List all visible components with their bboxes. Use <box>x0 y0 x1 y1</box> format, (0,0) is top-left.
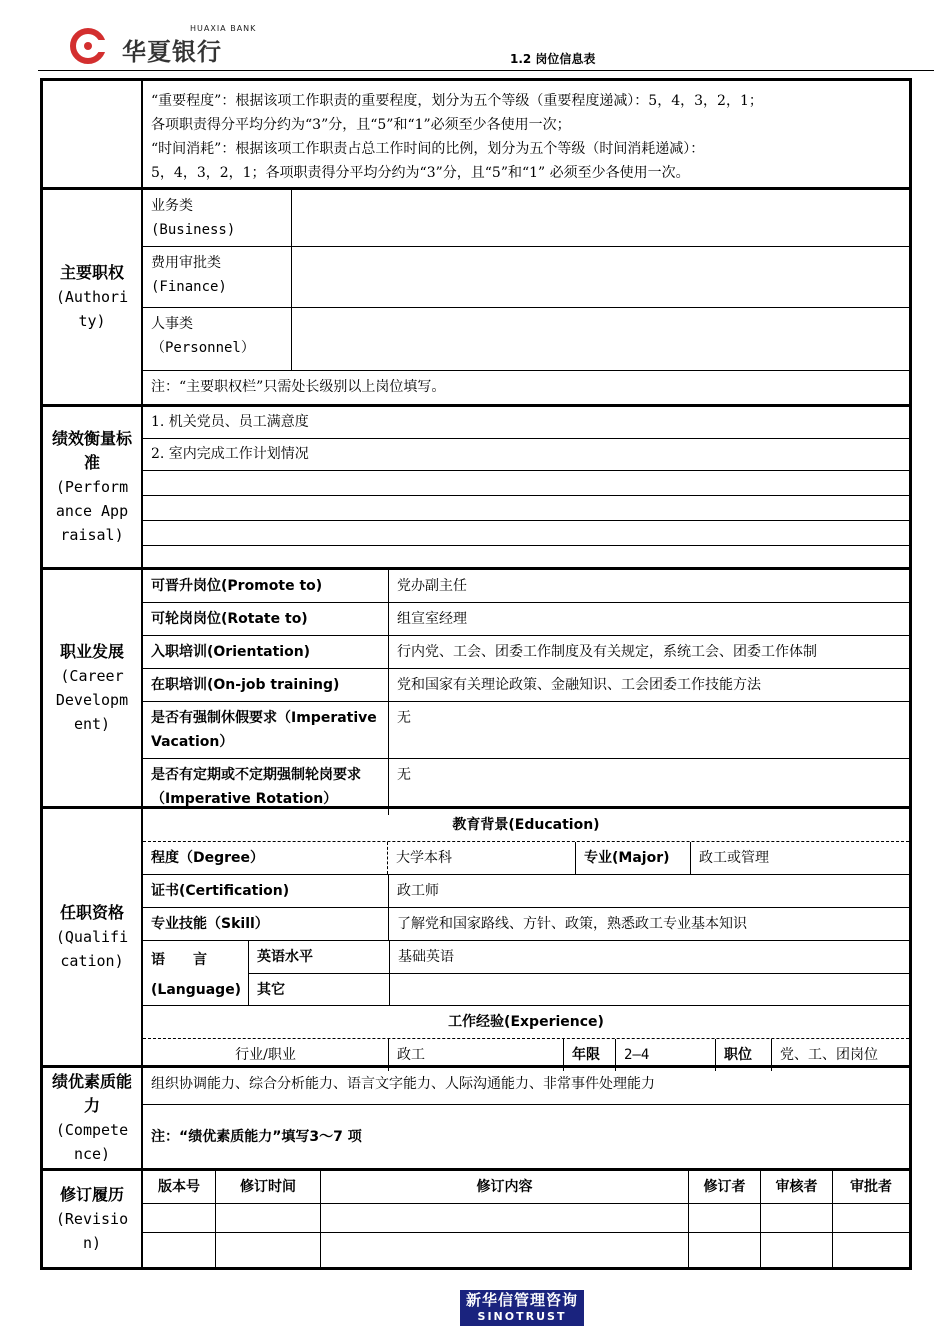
revision-label <box>43 1171 143 1267</box>
job-info-form <box>40 78 912 1270</box>
education-title: 教育背景(Education) <box>452 817 600 833</box>
qualification-label-cn: 任职资格 <box>59 903 124 922</box>
authority-label-en: (Authority) <box>55 288 129 330</box>
position-label: 职位 <box>715 1039 771 1071</box>
career-row-promote <box>143 570 909 603</box>
language-label <box>143 941 248 1005</box>
performance-item <box>143 439 909 471</box>
authority-business-value[interactable] <box>291 190 909 246</box>
huaxia-logo-icon <box>70 28 110 64</box>
revision-cell[interactable] <box>143 1233 215 1267</box>
years-value[interactable]: 2—4 <box>615 1039 715 1071</box>
position-value[interactable]: 党、工、团岗位 <box>771 1039 909 1071</box>
industry-label: 行业/职业 <box>235 1047 296 1063</box>
authority-row-finance <box>143 247 909 308</box>
performance-section <box>40 404 912 567</box>
years-label: 年限 <box>563 1039 615 1071</box>
authority-label-cn: 主要职权 <box>59 263 124 282</box>
onjob-value[interactable]: 党和国家有关理论政策、金融知识、工会团委工作技能方法 <box>388 669 909 701</box>
authority-note-row <box>143 371 909 404</box>
language-row <box>143 941 909 1006</box>
career-row-rotate <box>143 603 909 636</box>
revision-section <box>40 1168 912 1270</box>
authority-personnel-cn: 人事类 <box>151 316 193 332</box>
rotate-label: 可轮岗岗位(Rotate to) <box>151 611 308 627</box>
english-level-label: 英语水平 <box>257 949 313 965</box>
degree-label: 程度（Degree） <box>143 842 388 874</box>
competence-section <box>40 1065 912 1168</box>
authority-label <box>43 190 143 404</box>
authority-business-en: (Business) <box>151 222 236 238</box>
career-label-cn: 职业发展 <box>59 642 124 661</box>
performance-item <box>143 546 909 567</box>
revision-row <box>143 1233 909 1267</box>
revision-cell[interactable] <box>832 1204 909 1232</box>
revision-cell[interactable] <box>760 1233 832 1267</box>
revision-cell[interactable] <box>143 1204 215 1232</box>
intro-line-4: 5，4，3，2，1；各项职责得分平均分约为“3”分，且“5”和“1” 必须至少各使用一次。 <box>151 165 690 181</box>
revision-cell[interactable] <box>688 1204 760 1232</box>
other-language-label: 其它 <box>257 982 285 998</box>
intro-line-3: “时间消耗”：根据该项工作职责占总工作时间的比例，划分为五个等级（时间消耗递减）： <box>151 141 705 157</box>
performance-item-4[interactable] <box>143 496 909 520</box>
revision-col-version: 版本号 <box>158 1179 200 1195</box>
skill-label: 专业技能（Skill） <box>151 916 269 932</box>
rotate-value[interactable]: 组宣室经理 <box>388 603 909 635</box>
authority-finance-value[interactable] <box>291 247 909 307</box>
footer-logo-cn: 新华信管理咨询 <box>465 1291 578 1309</box>
authority-personnel-value[interactable] <box>291 308 909 370</box>
qualification-section <box>40 806 912 1065</box>
education-title-row <box>143 809 909 842</box>
career-row-onjob <box>143 669 909 702</box>
competence-label <box>43 1068 143 1168</box>
cert-value[interactable]: 政工师 <box>388 875 909 907</box>
performance-item <box>143 407 909 439</box>
revision-label-en: (Revision) <box>55 1210 129 1252</box>
revision-cell[interactable] <box>832 1233 909 1267</box>
qualification-label <box>43 809 143 1065</box>
career-section <box>40 567 912 806</box>
performance-item-1[interactable]: 1. 机关党员、员工满意度 <box>151 414 309 430</box>
intro-section <box>40 78 912 187</box>
authority-row-business <box>143 190 909 247</box>
promote-label: 可晋升岗位(Promote to) <box>151 578 323 594</box>
rotation-value[interactable]: 无 <box>388 759 909 815</box>
career-row-vacation <box>143 702 909 759</box>
degree-row <box>143 842 909 875</box>
performance-item-6[interactable] <box>143 546 909 567</box>
intro-line-1: “重要程度”：根据该项工作职责的重要程度，划分为五个等级（重要程度递减）：5，4，3，2，1； <box>151 93 763 109</box>
authority-personnel-en: （Personnel） <box>151 340 255 356</box>
intro-line-2: 各项职责得分平均分约为“3”分，且“5”和“1”必须至少各使用一次； <box>151 117 571 133</box>
major-label: 专业(Major) <box>575 842 690 874</box>
rotation-label: 是否有定期或不定期强制轮岗要求（Imperative Rotation） <box>151 767 361 807</box>
experience-title: 工作经验(Experience) <box>448 1014 604 1030</box>
language-label-cn: 语 言 <box>151 952 207 968</box>
vacation-label: 是否有强制休假要求（Imperative Vacation） <box>151 710 377 750</box>
page-header <box>0 0 950 78</box>
performance-label-en: (Performance Appraisal) <box>55 478 129 544</box>
revision-header-row <box>143 1171 909 1204</box>
revision-col-time: 修订时间 <box>215 1171 320 1203</box>
experience-title-row <box>143 1006 909 1039</box>
career-row-orientation <box>143 636 909 669</box>
language-label-en: (Language) <box>151 982 242 998</box>
revision-cell[interactable] <box>320 1204 688 1232</box>
sinotrust-logo <box>460 1290 584 1326</box>
performance-item-2[interactable]: 2. 室内完成工作计划情况 <box>151 446 309 462</box>
career-label <box>43 570 143 806</box>
vacation-value[interactable]: 无 <box>388 702 909 758</box>
experience-row <box>143 1039 909 1071</box>
performance-label <box>43 407 143 567</box>
onjob-label: 在职培训(On-job training) <box>151 677 340 693</box>
promote-value[interactable]: 党办副主任 <box>388 570 909 602</box>
competence-note-row <box>143 1105 909 1168</box>
performance-item-5[interactable] <box>143 521 909 545</box>
revision-row <box>143 1204 909 1233</box>
revision-col-approver: 审批者 <box>832 1171 909 1203</box>
competence-label-en: (Competence) <box>55 1121 129 1163</box>
revision-cell[interactable] <box>320 1233 688 1267</box>
revision-label-cn: 修订履历 <box>59 1185 124 1204</box>
performance-label-cn: 绩效衡量标准 <box>52 429 133 472</box>
revision-col-content: 修订内容 <box>320 1171 688 1203</box>
competence-note: 注：“绩优素质能力”填写3～7 项 <box>151 1128 362 1145</box>
footer-logo-en: SINOTRUST <box>477 1310 567 1323</box>
revision-cell[interactable] <box>215 1233 320 1267</box>
revision-cell[interactable] <box>215 1204 320 1232</box>
career-label-en: (Career Development) <box>55 667 129 733</box>
revision-col-reviewer: 审核者 <box>760 1171 832 1203</box>
skill-row <box>143 908 909 941</box>
career-row-rotation <box>143 759 909 815</box>
performance-item <box>143 471 909 496</box>
doc-title: 1.2 岗位信息表 <box>510 52 596 66</box>
industry-value[interactable]: 政工 <box>388 1039 563 1071</box>
major-value[interactable]: 政工或管理 <box>690 842 909 874</box>
authority-section <box>40 187 912 404</box>
intro-label <box>43 81 143 187</box>
other-language-value[interactable] <box>389 974 909 1006</box>
authority-row-personnel <box>143 308 909 371</box>
revision-cell[interactable] <box>760 1204 832 1232</box>
bank-logo <box>70 22 270 66</box>
revision-cell[interactable] <box>688 1233 760 1267</box>
competence-value[interactable]: 组织协调能力、综合分析能力、语言文字能力、人际沟通能力、非常事件处理能力 <box>151 1076 655 1092</box>
header-divider <box>38 70 934 71</box>
logo-chinese: 华夏银行 <box>122 38 222 66</box>
logo-english: HUAXIA BANK <box>190 24 257 33</box>
performance-item <box>143 496 909 521</box>
degree-value[interactable]: 大学本科 <box>396 850 452 866</box>
competence-value-row <box>143 1068 909 1105</box>
cert-label: 证书(Certification) <box>151 883 290 899</box>
english-level-value[interactable]: 基础英语 <box>389 941 909 973</box>
revision-col-reviser: 修订者 <box>688 1171 760 1203</box>
cert-row <box>143 875 909 908</box>
authority-finance-en: (Finance) <box>151 279 227 295</box>
authority-finance-cn: 费用审批类 <box>151 255 221 271</box>
qualification-label-en: (Qualification) <box>55 928 129 970</box>
performance-item-3[interactable] <box>143 471 909 495</box>
competence-label-cn: 绩优素质能力 <box>52 1072 133 1115</box>
orientation-value[interactable]: 行内党、工会、团委工作制度及有关规定，系统工会、团委工作体制 <box>388 636 909 668</box>
orientation-label: 入职培训(Orientation) <box>151 644 311 660</box>
authority-note: 注：“主要职权栏”只需处长级别以上岗位填写。 <box>151 379 446 395</box>
performance-item <box>143 521 909 546</box>
skill-value[interactable]: 了解党和国家路线、方针、政策，熟悉政工专业基本知识 <box>388 908 909 940</box>
authority-business-cn: 业务类 <box>151 198 193 214</box>
